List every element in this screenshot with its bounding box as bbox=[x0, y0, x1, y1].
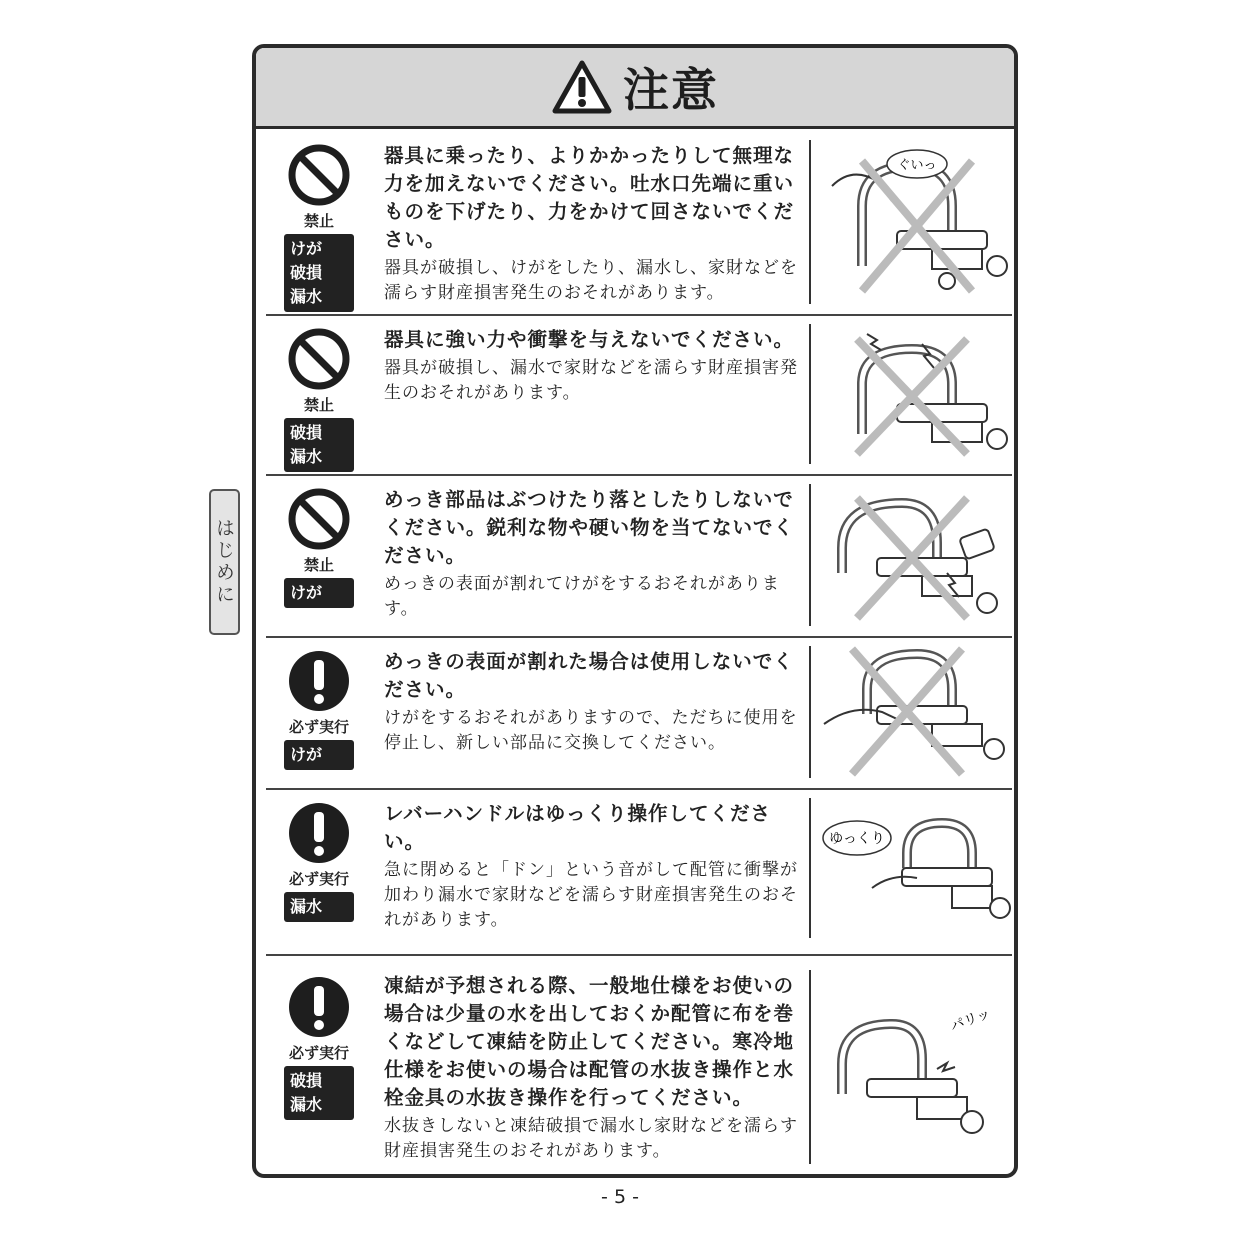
hazard-tags bbox=[284, 740, 354, 770]
warning-text: 凍結が予想される際、一般地仕様をお使いの場合は少量の水を出しておくか配管に布を巻くなどして凍結を防止してください。寒冷地仕様をお使いの場合は配管の水抜き操作と水栓金具の水抜き操作を行ってください。 bbox=[384, 974, 795, 1109]
divider bbox=[809, 140, 811, 304]
caution-item bbox=[266, 130, 1012, 316]
divider bbox=[809, 970, 811, 1164]
hazard-tag: 破損 bbox=[290, 1071, 323, 1090]
illustration-caption: ぐいっ bbox=[897, 158, 937, 173]
warning-triangle-icon bbox=[551, 59, 613, 115]
divider bbox=[809, 484, 811, 626]
faucet-freeze-illustration bbox=[822, 994, 1012, 1144]
explanation-text: けがをするおそれがありますので、ただちに使用を停止し、新しい部品に交換してください。 bbox=[384, 708, 798, 753]
symbol-label: 必ず実行 bbox=[288, 870, 349, 888]
explanation-text: 器具が破損し、けがをしたり、漏水し、家財などを濡らす財産損害発生のおそれがあります。 bbox=[384, 258, 798, 303]
faucet-cracked-illustration bbox=[822, 644, 1012, 782]
hazard-tags bbox=[284, 578, 354, 608]
faucet-slow-lever-illustration bbox=[822, 808, 1012, 938]
symbol-label: 禁止 bbox=[303, 396, 334, 414]
symbol-label: 禁止 bbox=[303, 556, 334, 574]
symbol-label: 必ず実行 bbox=[288, 718, 349, 736]
caution-item bbox=[266, 474, 1012, 638]
explanation-text: 器具が破損し、漏水で家財などを濡らす財産損害発生のおそれがあります。 bbox=[384, 358, 798, 403]
hazard-tag: 漏水 bbox=[290, 447, 323, 466]
hazard-tag: 破損 bbox=[290, 263, 323, 282]
faucet-impact-illustration bbox=[822, 324, 1012, 464]
faucet-drop-illustration bbox=[822, 488, 1012, 628]
prohibition-icon bbox=[286, 326, 352, 392]
caution-item bbox=[266, 636, 1012, 790]
caution-header bbox=[256, 48, 1014, 129]
illustration-caption: パリッ bbox=[948, 1005, 993, 1035]
hazard-tags bbox=[284, 1066, 354, 1120]
hazard-tag: 破損 bbox=[290, 423, 323, 442]
faucet-lean-illustration bbox=[822, 146, 1012, 296]
page-number: - 5 - bbox=[601, 1186, 639, 1208]
hazard-tag: けが bbox=[290, 745, 323, 764]
warning-text: 器具に強い力や衝撃を与えないでください。 bbox=[384, 328, 795, 351]
symbol-label: 必ず実行 bbox=[288, 1044, 349, 1062]
warning-text: めっき部品はぶつけたり落としたりしないでください。鋭利な物や硬い物を当てないでください。 bbox=[384, 488, 795, 567]
explanation-text: めっきの表面が割れてけがをするおそれがあります。 bbox=[384, 574, 780, 619]
explanation-text: 水抜きしないと凍結破損で漏水し家財などを濡らす財産損害発生のおそれがあります。 bbox=[384, 1116, 798, 1161]
hazard-tag: 漏水 bbox=[290, 897, 323, 916]
caution-item bbox=[266, 954, 1012, 1178]
divider bbox=[809, 324, 811, 464]
caution-item bbox=[266, 788, 1012, 956]
symbol-label: 禁止 bbox=[303, 212, 334, 230]
side-tab-label: はじめに bbox=[213, 518, 235, 606]
section-side-tab bbox=[209, 489, 240, 635]
illustration-caption: ゆっくり bbox=[829, 831, 885, 847]
divider bbox=[809, 646, 811, 778]
hazard-tags bbox=[284, 418, 354, 472]
hazard-tags bbox=[284, 234, 354, 312]
warning-text: めっきの表面が割れた場合は使用しないでください。 bbox=[384, 650, 794, 701]
caution-item bbox=[266, 314, 1012, 476]
hazard-tag: けが bbox=[290, 239, 323, 258]
prohibition-icon bbox=[286, 142, 352, 208]
hazard-tag: 漏水 bbox=[290, 1095, 323, 1114]
warning-text: 器具に乗ったり、よりかかったりして無理な力を加えないでください。吐水口先端に重いものを下げたり、力をかけて回さないでください。 bbox=[384, 144, 795, 251]
hazard-tag: けが bbox=[290, 583, 323, 602]
hazard-tag: 漏水 bbox=[290, 287, 323, 306]
warning-text: レバーハンドルはゆっくり操作してください。 bbox=[384, 802, 771, 853]
explanation-text: 急に閉めると「ドン」という音がして配管に衝撃が加わり漏水で家財などを濡らす財産損害発生のおそれがあります。 bbox=[384, 860, 798, 930]
prohibition-icon bbox=[286, 486, 352, 552]
mandatory-icon bbox=[286, 974, 352, 1040]
caution-panel bbox=[252, 44, 1018, 1178]
mandatory-icon bbox=[286, 800, 352, 866]
hazard-tags bbox=[284, 892, 354, 922]
divider bbox=[809, 798, 811, 938]
caution-title: 注意 bbox=[623, 63, 719, 117]
mandatory-icon bbox=[286, 648, 352, 714]
